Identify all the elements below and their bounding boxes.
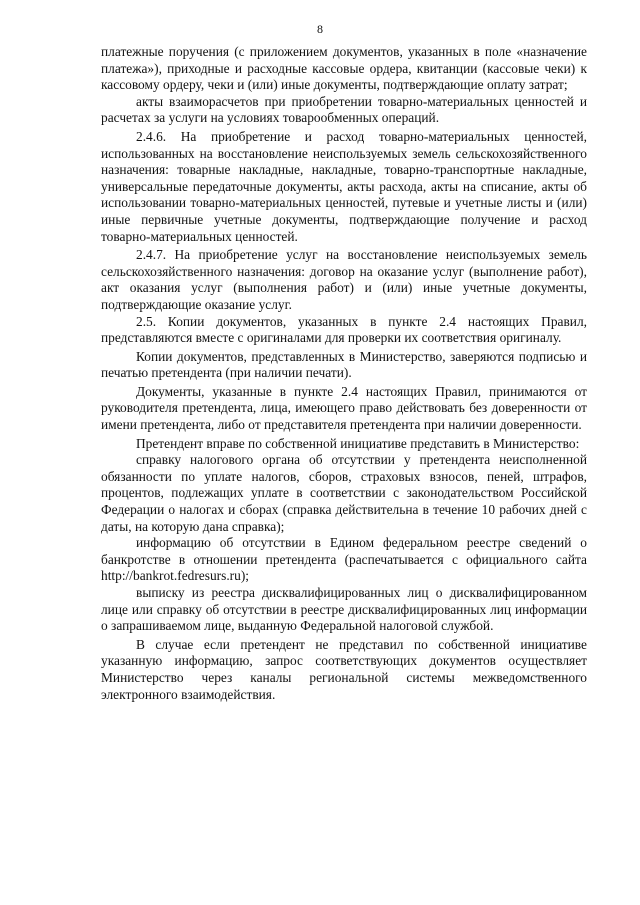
paragraph-2-5: 2.5. Копии документов, указанных в пункте 2.4 настоящих Правил, представляются вместе с оригиналами для проверки их соответствия оригиналу. xyxy=(101,313,587,346)
paragraph-tax-certificate: справку налогового органа об отсутствии у претендента неисполненной обязанности по уплате налогов, сборов, страховых взносов, пеней, штрафов, процентов, подлежащих уплате в соответствии с законодательством Российской Федерации о налогах и сборах (справка действительна в течение 10 рабочих дней с даты, на которую дана справка); xyxy=(101,452,587,534)
paragraph-documents-accepted: Документы, указанные в пункте 2.4 настоящих Правил, принимаются от руководителя претендента, лица, имеющего право действовать без доверенности от имени претендента, либо от представителя претендента при наличии доверенности. xyxy=(101,383,587,433)
paragraph-settlement-acts: акты взаиморасчетов при приобретении товарно-материальных ценностей и расчетах за услуги на условиях товарообменных операций. xyxy=(101,93,587,126)
paragraph-copies-certified: Копии документов, представленных в Министерство, заверяются подписью и печатью претендента (при наличии печати). xyxy=(101,348,587,381)
paragraph-payment-orders: платежные поручения (с приложением документов, указанных в поле «назначение платежа»), приходные и расходные кассовые ордера, квитанции (кассовые чеки) к кассовому ордеру, чеки и (или) иные документы, подтверждающие оплату затрат; xyxy=(101,44,587,93)
paragraph-2-4-6: 2.4.6. На приобретение и расход товарно-материальных ценностей, использованных на восстановление неиспользуемых земель сельскохозяйственного назначения: товарные накладные, накладные, товарно-транспортные накладные, универсальные передаточные документы, акты расхода, акты на списание, акты об использовании товарно-материальных ценностей, путевые и учетные листы и (или) иные первичные учетные документы, подтверждающие получение и расход товарно-материальных ценностей. xyxy=(101,128,587,244)
paragraph-bankruptcy-info: информацию об отсутствии в Едином федеральном реестре сведений о банкротстве в отношении претендента (распечатывается с официального сайта http://bankrot.fedresurs.ru); xyxy=(101,535,587,584)
page-number: 8 xyxy=(317,22,323,36)
paragraph-interagency-request: В случае если претендент не представил по собственной инициативе указанную информацию, запрос соответствующих документов осуществляет Министерство через каналы региональной системы межведомственного электронного взаимодействия. xyxy=(101,636,587,702)
paragraph-disqualified-registry: выписку из реестра дисквалифицированных лиц о дисквалифицированном лице или справку об отсутствии в реестре дисквалифицированных лиц информации о запрашиваемом лице, выданную Федеральной налоговой службой. xyxy=(101,585,587,634)
paragraph-applicant-may-submit: Претендент вправе по собственной инициативе представить в Министерство: xyxy=(136,435,580,451)
document-body xyxy=(101,44,587,703)
paragraph-2-4-7: 2.4.7. На приобретение услуг на восстановление неиспользуемых земель сельскохозяйственного назначения: договор на оказание услуг (выполнение работ), акт оказания услуг (выполнения работ) и (или) иные учетные документы, подтверждающие оказание услуг. xyxy=(101,247,587,312)
